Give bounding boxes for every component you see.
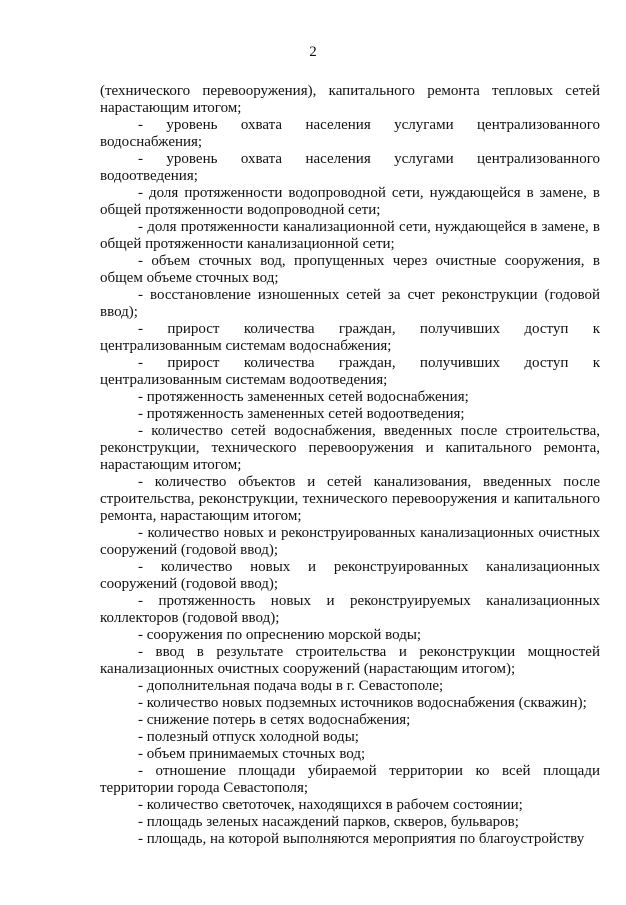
list-item: - уровень охвата населения услугами централизованного водоснабжения;	[100, 117, 600, 150]
list-item: - полезный отпуск холодной воды;	[138, 729, 359, 745]
list-item: - отношение площади убираемой территории ко всей площади территории города Севастополя;	[100, 763, 600, 796]
list-item: - количество светоточек, находящихся в рабочем состоянии;	[138, 797, 523, 813]
list-item: - прирост количества граждан, получивших доступ к централизованным системам водоснабжения;	[100, 321, 600, 354]
list-item: - количество объектов и сетей канализования, введенных после строительства, реконструкции, технического перевооружения и капитального ремонта, нарастающим итогом;	[100, 474, 600, 524]
list-item: - протяженность замененных сетей водоотведения;	[138, 406, 465, 422]
list-item: - сооружения по опреснению морской воды;	[138, 627, 422, 643]
list-item: - прирост количества граждан, получивших доступ к централизованным системам водоотведения;	[100, 355, 600, 388]
list-item: - уровень охвата населения услугами централизованного водоотведения;	[100, 151, 600, 184]
list-item: - количество новых подземных источников водоснабжения (скважин);	[138, 695, 587, 711]
list-item: - протяженность замененных сетей водоснабжения;	[138, 389, 469, 405]
list-item: - протяженность новых и реконструируемых канализационных коллекторов (годовой ввод);	[100, 593, 600, 626]
list-item: - доля протяженности водопроводной сети, нуждающейся в замене, в общей протяженности водопроводной сети;	[100, 185, 600, 218]
list-item: - площадь, на которой выполняются мероприятия по благоустройству	[138, 831, 585, 847]
list-item: - восстановление изношенных сетей за счет реконструкции (годовой ввод);	[100, 287, 600, 320]
list-item: - ввод в результате строительства и реконструкции мощностей канализационных очистных сооружений (нарастающим итогом);	[100, 644, 600, 677]
list-item: - объем сточных вод, пропущенных через очистные сооружения, в общем объеме сточных вод;	[100, 253, 600, 286]
list-item: - количество сетей водоснабжения, введенных после строительства, реконструкции, технического перевооружения и капитального ремонта, нарастающим итогом;	[100, 423, 600, 473]
list-item: - количество новых и реконструированных канализационных сооружений (годовой ввод);	[100, 559, 600, 592]
document-body	[100, 83, 600, 848]
list-item: - снижение потерь в сетях водоснабжения;	[138, 712, 411, 728]
list-item: - площадь зеленых насаждений парков, скверов, бульваров;	[138, 814, 519, 830]
paragraph: (технического перевооружения), капитального ремонта тепловых сетей нарастающим итогом;	[100, 83, 600, 116]
list-item: - объем принимаемых сточных вод;	[138, 746, 366, 762]
page-number: 2	[309, 44, 317, 60]
list-item: - количество новых и реконструированных канализационных очистных сооружений (годовой ввод);	[100, 525, 600, 558]
list-item: - доля протяженности канализационной сети, нуждающейся в замене, в общей протяженности канализационной сети;	[100, 219, 600, 252]
list-item: - дополнительная подача воды в г. Севастополе;	[138, 678, 444, 694]
